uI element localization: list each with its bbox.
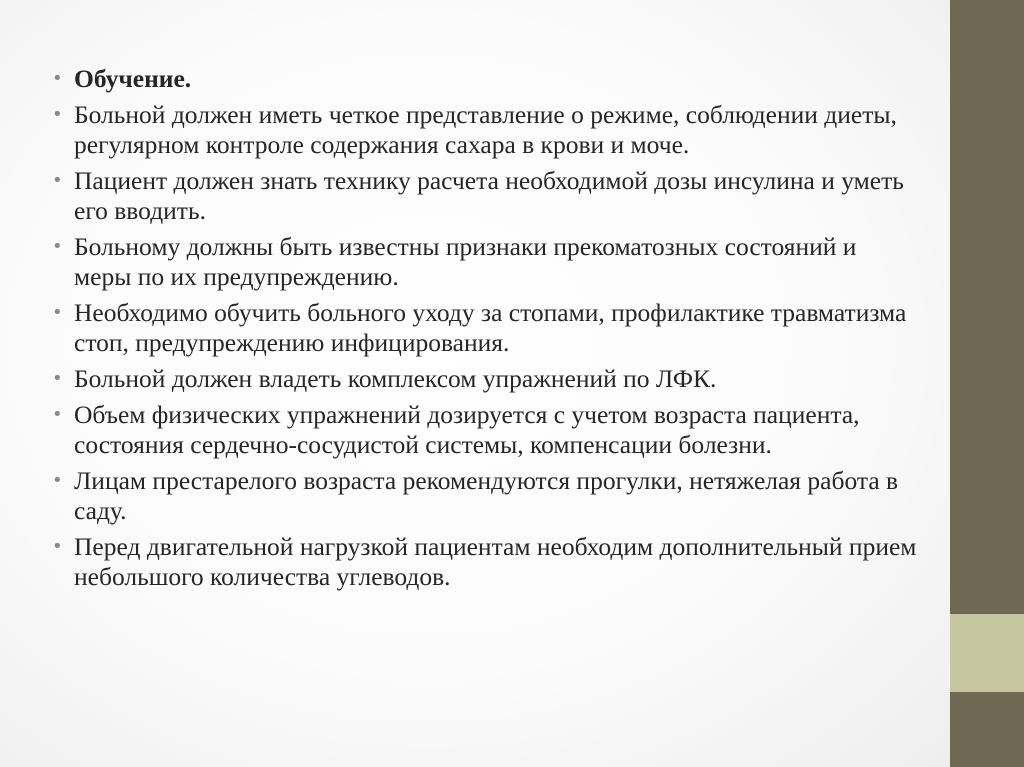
bullet-text: Объем физических упражнений дозируется с учетом возраста пациента, состояния сердечно-сосудистой системы, компенсации болезни. [74,400,860,459]
bullet-icon: • [52,536,63,557]
bullet-icon: • [52,404,63,425]
bullet-icon: • [52,470,63,491]
bullet-item [48,232,918,292]
bullet-item [48,100,918,160]
bullet-item [48,64,918,94]
bullet-list [48,64,918,598]
side-accent-block [950,614,1024,692]
bullet-icon: • [52,236,63,257]
bullet-text: Больной должен владеть комплексом упражнений по ЛФК. [74,364,717,393]
bullet-icon: • [52,104,63,125]
bullet-text: Больной должен иметь четкое представление о режиме, соблюдении диеты, регулярном контроле содержания сахара в крови и моче. [74,100,897,159]
bullet-item [48,532,918,592]
bullet-text: Пациент должен знать технику расчета необходимой дозы инсулина и уметь его вводить. [74,166,904,225]
bullet-text: Перед двигательной нагрузкой пациентам необходим дополнительный прием небольшого количества углеводов. [74,532,917,591]
bullet-text: Больному должны быть известны признаки прекоматозных состояний и меры по их предупреждению. [74,232,857,291]
bullet-icon: • [52,170,63,191]
bullet-item [48,364,918,394]
bullet-icon: • [52,68,63,89]
heading-text: Обучение. [74,64,192,93]
bullet-item [48,298,918,358]
bullet-text: Необходимо обучить больного уходу за стопами, профилактике травматизма стоп, предупреждению инфицирования. [74,298,907,357]
bullet-item [48,400,918,460]
bullet-item [48,166,918,226]
bullet-icon: • [52,368,63,389]
bullet-icon: • [52,302,63,323]
bullet-item [48,466,918,526]
bullet-text: Лицам престарелого возраста рекомендуются прогулки, нетяжелая работа в саду. [74,466,899,525]
